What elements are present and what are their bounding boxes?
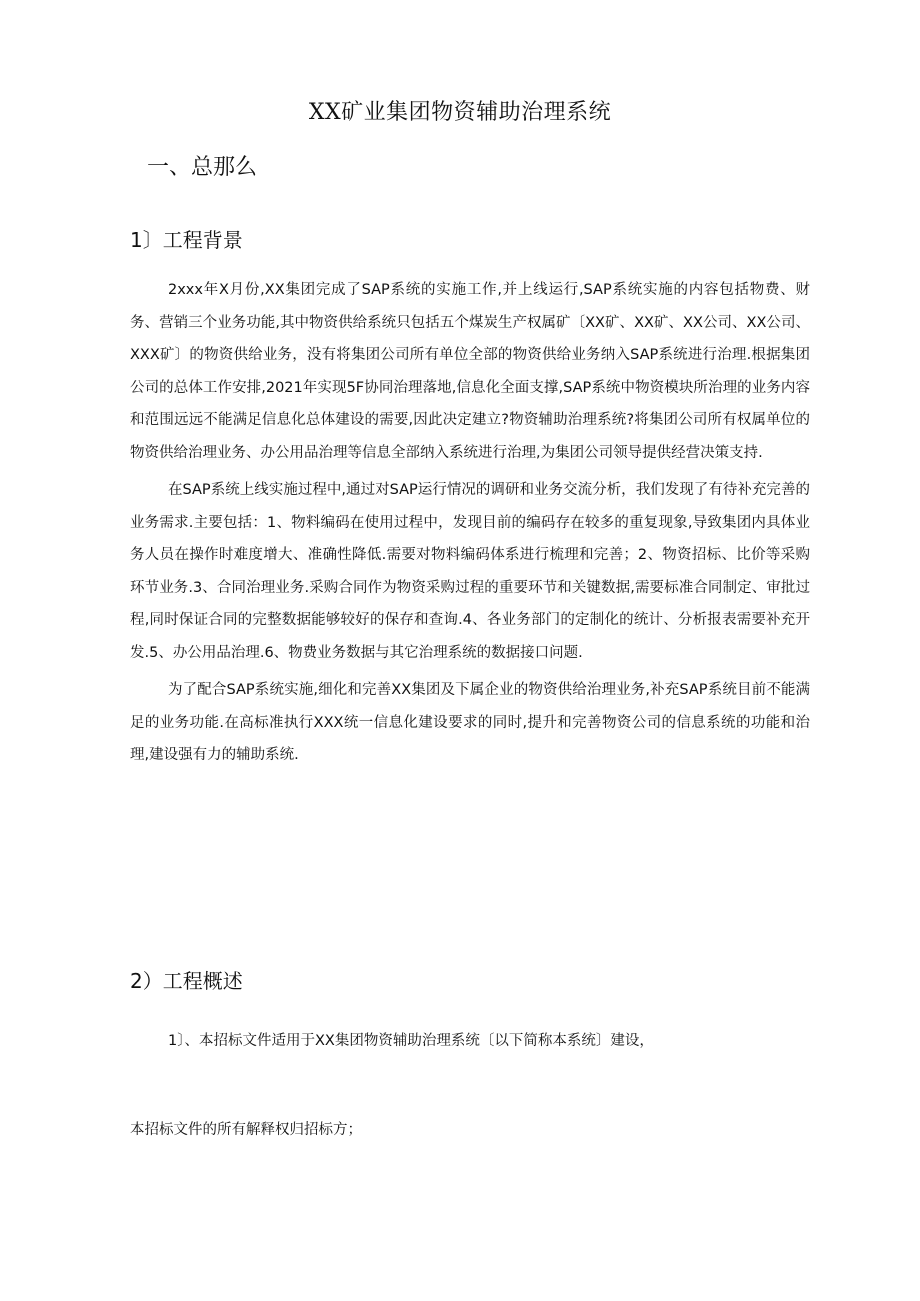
paragraph-background-3: 为了配合SAP系统实施,细化和完善XX集团及下属企业的物资供给治理业务,补充SAP系统目前不能满足的业务功能.在高标准执行XXX统一信息化建设要求的同时,提升和完善物资公司的信息系统的功能和治理,建设强有力的辅助系统. — [130, 682, 810, 763]
section-heading-general: 一、总那么 — [147, 155, 258, 180]
paragraph-background-1: 2xxx年X月份,XX集团完成了SAP系统的实施工作,并上线运行,SAP系统实施的内容包括物费、财务、营销三个业务功能,其中物资供给系统只包括五个煤炭生产权属矿〔XX矿、XX矿、XX公司、XX公司、XXX矿〕的物资供给业务，没有将集团公司所有单位全部的物资供给业务纳入SAP系统进行治理.根据集团公司的总体工作安排,2021年实现5F协同治理落地,信息化全面支撑,SAP系统中物资模块所治理的业务内容和范围远远不能满足信息化总体建设的需要,因此决定建立?物资辅助治理系统?将集团公司所有权属单位的物资供给治理业务、办公用品治理等信息全部纳入系统进行治理,为集团公司领导提供经营决策支持. — [130, 282, 810, 461]
paragraph-background-2: 在SAP系统上线实施过程中,通过对SAP运行情况的调研和业务交流分析，我们发现了有待补充完善的业务需求.主要包括：1、物料编码在使用过程中，发现目前的编码存在较多的重复现象,导致集团内具体业务人员在操作时难度增大、准确性降低.需要对物料编码体系进行梳理和完善；2、物资招标、比价等采购环节业务.3、合同治理业务.采购合同作为物资采购过程的重要环节和关键数据,需要标准合同制定、审批过程,同时保证合同的完整数据能够较好的保存和查询.4、各业务部门的定制化的统计、分析报表需要补充开发.5、办公用品治理.6、物费业务数据与其它治理系统的数据接口问题. — [130, 482, 810, 661]
subsection-heading-background: 1〕工程背景 — [130, 228, 243, 252]
document-title: XX矿业集团物资辅助治理系统 — [308, 100, 612, 125]
background-body — [130, 274, 810, 772]
overview-item-2: 本招标文件的所有解释权归招标方； — [130, 1122, 362, 1138]
subsection-heading-overview: 2）工程概述 — [130, 969, 243, 993]
overview-item-1: 1〕、本招标文件适用于XX集团物资辅助治理系统〔以下简称本系统〕建设， — [168, 1033, 654, 1049]
